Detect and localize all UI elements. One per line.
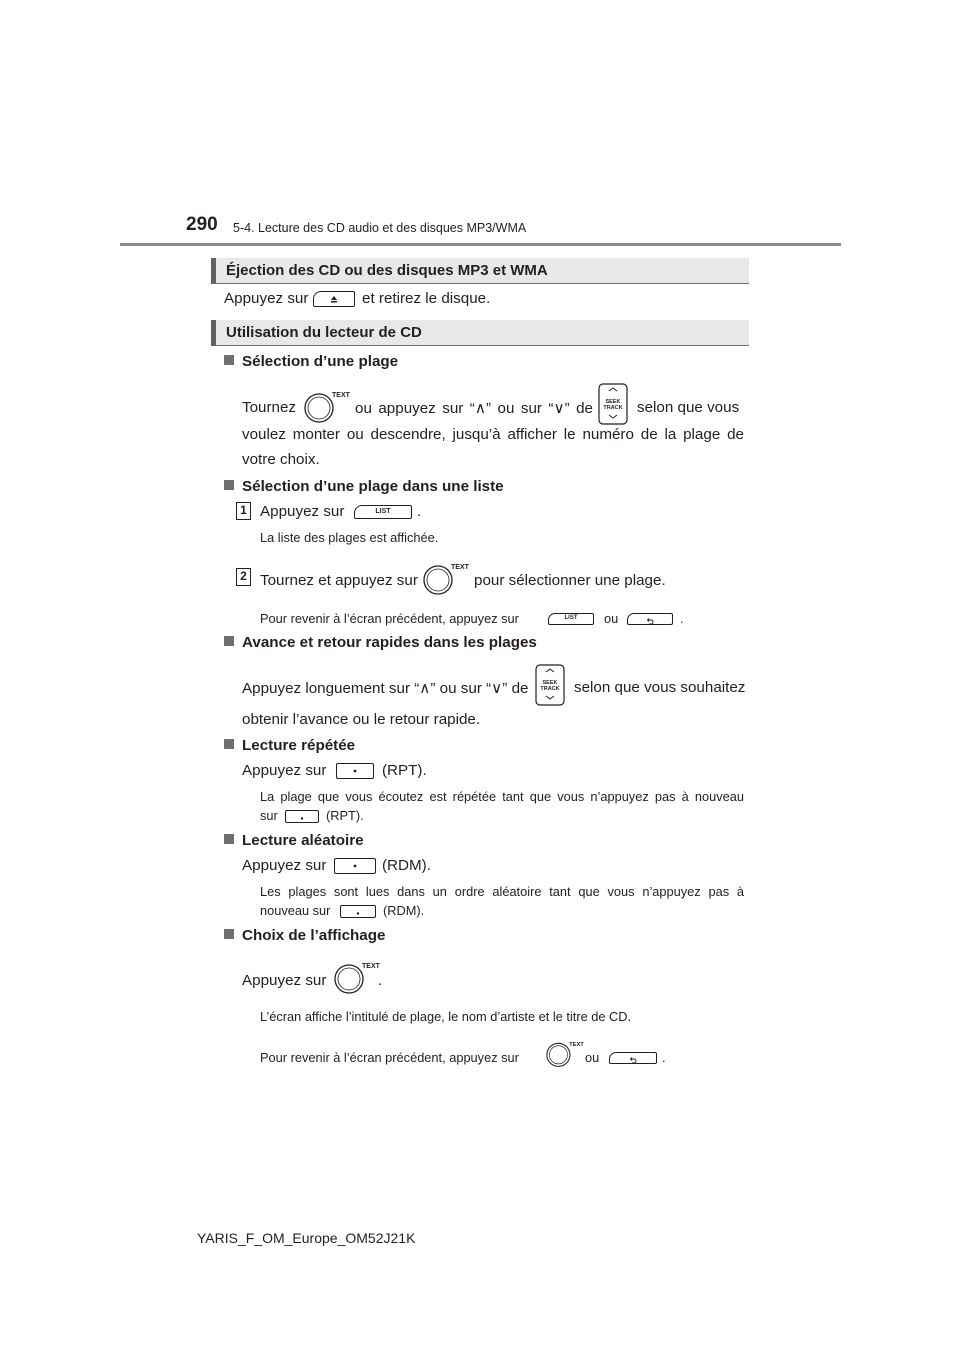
square-bullet-icon xyxy=(224,636,234,646)
list-button-icon xyxy=(354,505,412,519)
display-note1: L’écran affiche l’intitulé de plage, le nom d’artiste et le titre de CD. xyxy=(260,1009,632,1024)
track-line1-a: Tournez xyxy=(242,399,297,416)
fast-line1-b: selon que vous souhaitez xyxy=(574,679,746,696)
display-note2-after: . xyxy=(662,1050,666,1065)
square-bullet-icon xyxy=(224,929,234,939)
heading-text: Choix de l’affichage xyxy=(242,927,386,944)
track-line1-b: ou appuyez sur “∧” ou sur “∨” de xyxy=(355,400,593,417)
step2-text-after: pour sélectionner une plage. xyxy=(474,572,666,589)
fast-line1-a: Appuyez longuement sur “∧” ou sur “∨” de xyxy=(242,680,529,697)
repeat-note-line2-after: (RPT). xyxy=(326,808,364,823)
step1-text-after: . xyxy=(417,503,422,520)
heading-text: Sélection d’une plage xyxy=(242,353,399,370)
rpt-preset-button-icon xyxy=(285,810,319,823)
text-knob-icon xyxy=(422,562,470,596)
knob-label: TEXT xyxy=(569,1041,584,1048)
square-bullet-icon xyxy=(224,355,234,365)
seek-track-button-icon xyxy=(535,664,565,706)
text-knob-icon xyxy=(545,1040,585,1068)
step1-note: La liste des plages est affichée. xyxy=(260,530,439,545)
text-knob-icon xyxy=(303,390,351,424)
track-label: TRACK xyxy=(540,686,560,692)
square-bullet-icon xyxy=(224,480,234,490)
random-note-line2-after: (RDM). xyxy=(383,903,425,918)
list-label: LIST xyxy=(375,508,391,515)
random-text-after: (RDM). xyxy=(382,857,431,874)
header-rule xyxy=(120,243,841,246)
fast-line2: obtenir l’avance ou le retour rapide. xyxy=(242,711,481,728)
step1-text-before: Appuyez sur xyxy=(260,503,345,520)
back-button-icon xyxy=(609,1052,657,1064)
rpt-preset-button-icon xyxy=(336,763,374,779)
repeat-note-line2-before: sur xyxy=(260,808,278,823)
track-line2: voulez monter ou descendre, jusqu’à afficher le numéro de la plage de xyxy=(242,426,744,443)
repeat-note-line1: La plage que vous écoutez est répétée tant que vous n’appuyez pas à nouveau xyxy=(260,789,744,804)
track-line3: votre choix. xyxy=(242,451,320,468)
random-text-before: Appuyez sur xyxy=(242,857,327,874)
text-knob-icon xyxy=(333,961,381,995)
list-button-icon xyxy=(548,613,594,625)
knob-label: TEXT xyxy=(451,564,469,571)
seek-track-button-icon xyxy=(598,383,628,425)
section-title-player: Utilisation du lecteur de CD xyxy=(211,320,749,346)
step2-text-before: Tournez et appuyez sur xyxy=(260,572,418,589)
square-bullet-icon xyxy=(224,834,234,844)
track-line1-c: selon que vous xyxy=(637,399,740,416)
heading-fast xyxy=(224,634,537,651)
heading-text: Lecture répétée xyxy=(242,737,356,754)
display-note2-mid: ou xyxy=(585,1050,600,1065)
step-number-1: 1 xyxy=(236,502,251,520)
eject-text-before: Appuyez sur xyxy=(224,290,309,307)
random-note-line2-before: nouveau sur xyxy=(260,903,331,918)
step2-note-before: Pour revenir à l’écran précédent, appuyez sur xyxy=(260,611,519,626)
eject-button-icon xyxy=(313,291,355,307)
knob-label: TEXT xyxy=(362,963,380,970)
heading-track-select xyxy=(224,353,398,370)
step2-note-after: . xyxy=(680,611,684,626)
random-note-line1: Les plages sont lues dans un ordre aléatoire tant que vous n’appuyez pas à xyxy=(260,884,744,899)
rdm-preset-button-icon xyxy=(334,858,376,874)
section-title-eject: Éjection des CD ou des disques MP3 et WMA xyxy=(211,258,749,284)
page-number: 290 xyxy=(186,214,218,235)
heading-list-select xyxy=(224,478,504,495)
display-text-after: . xyxy=(378,972,383,989)
list-label: LIST xyxy=(564,615,578,621)
knob-label: TEXT xyxy=(332,392,350,399)
document-code: YARIS_F_OM_Europe_OM52J21K xyxy=(197,1230,416,1246)
step2-note-mid: ou xyxy=(604,611,619,626)
heading-text: Avance et retour rapides dans les plages xyxy=(242,634,537,651)
square-bullet-icon xyxy=(224,739,234,749)
display-text-before: Appuyez sur xyxy=(242,972,327,989)
repeat-text-before: Appuyez sur xyxy=(242,762,327,779)
heading-display xyxy=(224,927,385,944)
heading-text: Lecture aléatoire xyxy=(242,832,364,849)
seek-label: SEEK xyxy=(542,680,558,686)
display-note2-before: Pour revenir à l’écran précédent, appuyez sur xyxy=(260,1050,519,1065)
running-title: 5-4. Lecture des CD audio et des disques MP3/WMA xyxy=(233,221,527,235)
heading-text: Sélection d’une plage dans une liste xyxy=(242,478,504,495)
track-label: TRACK xyxy=(603,405,623,411)
step-number-2: 2 xyxy=(236,568,251,586)
eject-text-after: et retirez le disque. xyxy=(362,290,491,307)
back-button-icon xyxy=(627,613,673,625)
repeat-text-after: (RPT). xyxy=(382,762,427,779)
rdm-preset-button-icon xyxy=(340,905,376,918)
seek-label: SEEK xyxy=(605,399,621,405)
heading-repeat xyxy=(224,737,355,754)
heading-random xyxy=(224,832,364,849)
